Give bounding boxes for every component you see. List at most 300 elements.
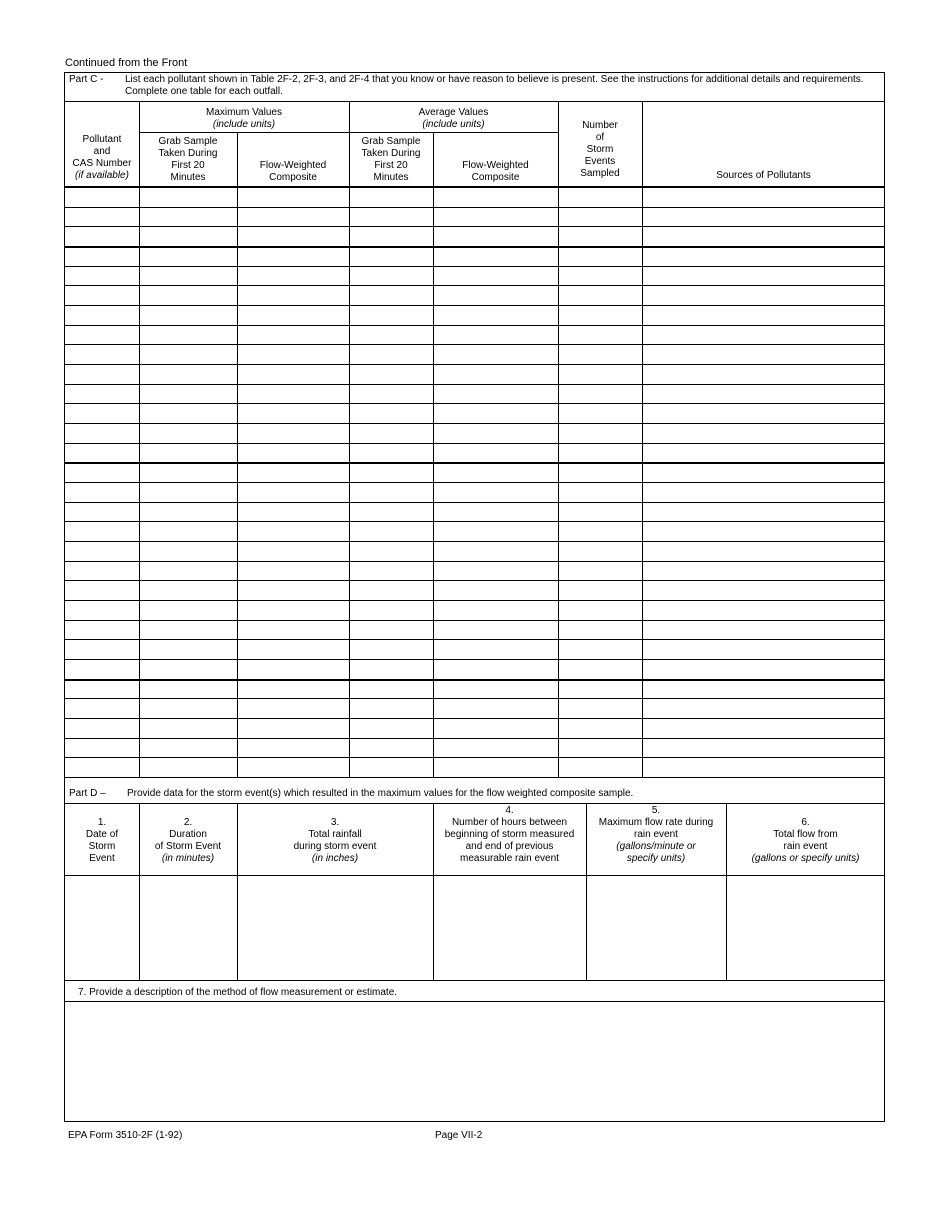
- avg-flow-weighted-cell[interactable]: [434, 580, 558, 600]
- part-d-label: Part D –: [69, 788, 106, 799]
- pollutant-cell[interactable]: [65, 600, 139, 620]
- table-row: [65, 285, 885, 305]
- max-grab-cell[interactable]: [140, 266, 237, 286]
- max-flow-weighted-cell[interactable]: [238, 443, 349, 463]
- max-grab-cell[interactable]: [140, 757, 237, 777]
- avg-flow-weighted-cell[interactable]: [434, 266, 558, 286]
- max-grab-cell[interactable]: [140, 462, 237, 482]
- max-grab-cell[interactable]: [140, 679, 237, 699]
- row-divider: [65, 266, 885, 267]
- max-grab-cell[interactable]: [140, 305, 237, 325]
- row-divider: [65, 600, 885, 601]
- max-grab-cell[interactable]: [140, 403, 237, 423]
- avg-flow-weighted-cell[interactable]: [434, 718, 558, 738]
- pollutant-cell[interactable]: [65, 325, 139, 345]
- avg-grab-cell[interactable]: [350, 364, 433, 384]
- avg-grab-cell[interactable]: [350, 423, 433, 443]
- item7-label: 7. Provide a description of the method of flow measurement or estimate.: [78, 987, 398, 998]
- max-flow-weighted-cell[interactable]: [238, 521, 349, 541]
- pollutant-cell[interactable]: [65, 423, 139, 443]
- pollutant-cell[interactable]: [65, 757, 139, 777]
- row-divider: [65, 207, 885, 208]
- pollutant-cell[interactable]: [65, 541, 139, 561]
- avg-values-header: Average Values (include units): [418, 107, 489, 130]
- avg-flow-weighted-cell[interactable]: [434, 226, 558, 246]
- storm-events-cell[interactable]: [559, 423, 642, 443]
- sources-cell[interactable]: [643, 246, 885, 266]
- form-number: EPA Form 3510-2F (1-92): [68, 1130, 183, 1141]
- max-flow-weighted-cell[interactable]: [238, 364, 349, 384]
- hours-between-field[interactable]: [434, 876, 586, 980]
- storm-duration-field[interactable]: [140, 876, 237, 980]
- row-divider: [65, 285, 885, 286]
- max-flow-weighted-cell[interactable]: [238, 305, 349, 325]
- avg-flow-weighted-cell[interactable]: [434, 364, 558, 384]
- part-d-total-rainfall-header: 3. Total rainfall during storm event (in inches): [293, 817, 377, 864]
- storm-events-cell[interactable]: [559, 305, 642, 325]
- max-grab-cell[interactable]: [140, 541, 237, 561]
- avg-grab-cell[interactable]: [350, 325, 433, 345]
- storm-events-cell[interactable]: [559, 246, 642, 266]
- table-row: [65, 403, 885, 423]
- sources-cell[interactable]: [643, 187, 885, 207]
- table-row: [65, 462, 885, 482]
- storm-events-cell[interactable]: [559, 580, 642, 600]
- table-row: [65, 423, 885, 443]
- table-row: [65, 639, 885, 659]
- max-flow-weighted-cell[interactable]: [238, 325, 349, 345]
- max-flow-weighted-cell[interactable]: [238, 384, 349, 404]
- table-row: [65, 659, 885, 679]
- table-row: [65, 757, 885, 777]
- avg-flow-weighted-cell[interactable]: [434, 698, 558, 718]
- table-row: [65, 305, 885, 325]
- pollutant-cell[interactable]: [65, 305, 139, 325]
- avg-flow-weighted-cell[interactable]: [434, 246, 558, 266]
- storm-events-cell[interactable]: [559, 600, 642, 620]
- max-flow-weighted-cell[interactable]: [238, 482, 349, 502]
- part-c-label: Part C -: [69, 74, 104, 85]
- max-grab-cell[interactable]: [140, 285, 237, 305]
- avg-grab-cell[interactable]: [350, 462, 433, 482]
- avg-grab-cell[interactable]: [350, 187, 433, 207]
- avg-flow-weighted-cell[interactable]: [434, 285, 558, 305]
- storm-events-cell[interactable]: [559, 482, 642, 502]
- storm-events-cell[interactable]: [559, 403, 642, 423]
- pollutant-cell[interactable]: [65, 403, 139, 423]
- table-row: [65, 482, 885, 502]
- sources-cell[interactable]: [643, 541, 885, 561]
- row-divider: [65, 679, 885, 681]
- part-d-total-flow-header: 6. Total flow from rain event (gallons or specify units): [751, 817, 860, 864]
- avg-grab-cell[interactable]: [350, 502, 433, 522]
- storm-events-cell[interactable]: [559, 718, 642, 738]
- max-grab-cell[interactable]: [140, 639, 237, 659]
- avg-flow-weighted-cell[interactable]: [434, 482, 558, 502]
- part-c-instruction: List each pollutant shown in Table 2F-2, 2F-3, and 2F-4 that you know or have reason to believe is present. See the instructions for additional details and requirements. Complete one table for each outfall.: [125, 74, 864, 97]
- avg-grab-cell[interactable]: [350, 639, 433, 659]
- avg-flow-weighted-cell[interactable]: [434, 679, 558, 699]
- storm-events-header: Number of Storm Events Sampled: [580, 120, 620, 179]
- row-divider: [65, 639, 885, 640]
- row-divider: [65, 403, 885, 404]
- sources-cell[interactable]: [643, 423, 885, 443]
- avg-grab-header: Grab Sample Taken During First 20 Minutes: [361, 136, 421, 183]
- row-divider: [65, 659, 885, 660]
- avg-flow-weighted-cell[interactable]: [434, 403, 558, 423]
- sources-cell[interactable]: [643, 285, 885, 305]
- page-number: Page VII-2: [435, 1130, 483, 1141]
- avg-grab-cell[interactable]: [350, 246, 433, 266]
- max-flow-weighted-cell[interactable]: [238, 738, 349, 758]
- pollutant-cell[interactable]: [65, 639, 139, 659]
- storm-events-cell[interactable]: [559, 698, 642, 718]
- avg-flow-weighted-cell[interactable]: [434, 384, 558, 404]
- table-row: [65, 325, 885, 345]
- max-grab-cell[interactable]: [140, 521, 237, 541]
- storm-events-cell[interactable]: [559, 266, 642, 286]
- avg-flow-weighted-cell[interactable]: [434, 639, 558, 659]
- part-c-header-top-line: [65, 101, 885, 102]
- table-row: [65, 364, 885, 384]
- storm-date-field[interactable]: [65, 876, 139, 980]
- max-grab-cell[interactable]: [140, 561, 237, 581]
- sources-cell[interactable]: [643, 639, 885, 659]
- table-row: [65, 384, 885, 404]
- avg-grab-cell[interactable]: [350, 344, 433, 364]
- avg-grab-cell[interactable]: [350, 384, 433, 404]
- row-divider: [65, 325, 885, 326]
- avg-grab-cell[interactable]: [350, 659, 433, 679]
- sources-cell[interactable]: [643, 561, 885, 581]
- avg-flow-weighted-cell[interactable]: [434, 620, 558, 640]
- avg-grab-cell[interactable]: [350, 541, 433, 561]
- pollutant-cell[interactable]: [65, 384, 139, 404]
- row-divider: [65, 718, 885, 719]
- sources-cell[interactable]: [643, 325, 885, 345]
- avg-flow-weighted-cell[interactable]: [434, 541, 558, 561]
- max-flow-weighted-cell[interactable]: [238, 639, 349, 659]
- max-flow-weighted-cell[interactable]: [238, 344, 349, 364]
- row-divider: [65, 305, 885, 306]
- sources-cell[interactable]: [643, 384, 885, 404]
- part-d-duration-header: 2. Duration of Storm Event (in minutes): [154, 817, 222, 864]
- part-d-max-flow-rate-header: 5. Maximum flow rate during rain event (gallons/minute or specify units): [598, 805, 714, 864]
- max-grab-cell[interactable]: [140, 718, 237, 738]
- part-d-instruction: Provide data for the storm event(s) which resulted in the maximum values for the flow weighted composite sample.: [127, 788, 634, 799]
- max-flow-weighted-cell[interactable]: [238, 462, 349, 482]
- max-flow-weighted-cell[interactable]: [238, 679, 349, 699]
- max-grab-cell[interactable]: [140, 600, 237, 620]
- max-grab-cell[interactable]: [140, 384, 237, 404]
- avg-grab-cell[interactable]: [350, 718, 433, 738]
- max-grab-cell[interactable]: [140, 364, 237, 384]
- pollutant-cell[interactable]: [65, 738, 139, 758]
- table-row: [65, 266, 885, 286]
- max-grab-cell[interactable]: [140, 482, 237, 502]
- max-grab-cell[interactable]: [140, 580, 237, 600]
- storm-events-cell[interactable]: [559, 502, 642, 522]
- avg-grab-cell[interactable]: [350, 482, 433, 502]
- avg-flow-weighted-cell[interactable]: [434, 738, 558, 758]
- avg-flow-weighted-cell[interactable]: [434, 443, 558, 463]
- avg-grab-cell[interactable]: [350, 580, 433, 600]
- table-row: [65, 207, 885, 227]
- max-grab-cell[interactable]: [140, 423, 237, 443]
- max-flow-weighted-cell[interactable]: [238, 226, 349, 246]
- table-row: [65, 698, 885, 718]
- sources-cell[interactable]: [643, 364, 885, 384]
- storm-events-cell[interactable]: [559, 443, 642, 463]
- storm-events-cell[interactable]: [559, 325, 642, 345]
- max-flow-weighted-cell[interactable]: [238, 541, 349, 561]
- sources-cell[interactable]: [643, 580, 885, 600]
- max-grab-cell[interactable]: [140, 325, 237, 345]
- sources-cell[interactable]: [643, 521, 885, 541]
- row-divider: [65, 698, 885, 699]
- sources-cell[interactable]: [643, 698, 885, 718]
- row-divider: [65, 364, 885, 365]
- storm-events-cell[interactable]: [559, 541, 642, 561]
- storm-events-cell[interactable]: [559, 285, 642, 305]
- max-grab-cell[interactable]: [140, 738, 237, 758]
- row-divider: [65, 384, 885, 385]
- avg-grab-cell[interactable]: [350, 521, 433, 541]
- row-divider: [65, 620, 885, 621]
- pollutant-cell[interactable]: [65, 698, 139, 718]
- row-divider: [65, 443, 885, 444]
- max-grab-cell[interactable]: [140, 187, 237, 207]
- pollutant-cell[interactable]: [65, 502, 139, 522]
- storm-events-cell[interactable]: [559, 364, 642, 384]
- max-grab-cell[interactable]: [140, 207, 237, 227]
- max-values-header: Maximum Values (include units): [206, 107, 282, 130]
- table-row: [65, 344, 885, 364]
- table-row: [65, 718, 885, 738]
- storm-events-cell[interactable]: [559, 659, 642, 679]
- part-d-date-header: 1. Date of Storm Event: [85, 817, 119, 864]
- pollutant-cell[interactable]: [65, 580, 139, 600]
- pollutant-cell[interactable]: [65, 344, 139, 364]
- pollutant-cell[interactable]: [65, 285, 139, 305]
- storm-events-cell[interactable]: [559, 462, 642, 482]
- pollutant-cell[interactable]: [65, 482, 139, 502]
- max-grab-cell[interactable]: [140, 659, 237, 679]
- row-divider: [65, 502, 885, 503]
- table-row: [65, 187, 885, 207]
- avg-flow-weighted-cell[interactable]: [434, 305, 558, 325]
- storm-events-cell[interactable]: [559, 620, 642, 640]
- storm-events-cell[interactable]: [559, 187, 642, 207]
- row-divider: [65, 482, 885, 483]
- avg-flow-weighted-header: Flow-Weighted Composite: [462, 160, 529, 183]
- pollutant-cell[interactable]: [65, 226, 139, 246]
- max-flow-weighted-cell[interactable]: [238, 698, 349, 718]
- storm-events-cell[interactable]: [559, 384, 642, 404]
- sources-cell[interactable]: [643, 620, 885, 640]
- avg-grab-cell[interactable]: [350, 561, 433, 581]
- storm-events-cell[interactable]: [559, 757, 642, 777]
- sources-cell[interactable]: [643, 679, 885, 699]
- avg-grab-cell[interactable]: [350, 620, 433, 640]
- row-divider: [65, 580, 885, 581]
- max-grab-cell[interactable]: [140, 502, 237, 522]
- flow-measurement-description-field[interactable]: [65, 1002, 885, 1121]
- pollutant-cell[interactable]: [65, 266, 139, 286]
- avg-grab-cell[interactable]: [350, 285, 433, 305]
- avg-flow-weighted-cell[interactable]: [434, 325, 558, 345]
- storm-events-cell[interactable]: [559, 561, 642, 581]
- avg-flow-weighted-cell[interactable]: [434, 502, 558, 522]
- max-flow-weighted-cell[interactable]: [238, 659, 349, 679]
- storm-events-cell[interactable]: [559, 639, 642, 659]
- storm-events-cell[interactable]: [559, 207, 642, 227]
- max-flow-weighted-cell[interactable]: [238, 266, 349, 286]
- row-divider: [65, 561, 885, 562]
- avg-flow-weighted-cell[interactable]: [434, 207, 558, 227]
- avg-grab-cell[interactable]: [350, 600, 433, 620]
- part-d-top-line: [65, 777, 885, 778]
- max-grab-header: Grab Sample Taken During First 20 Minutes: [158, 136, 218, 183]
- row-divider: [65, 462, 885, 464]
- max-flow-weighted-cell[interactable]: [238, 403, 349, 423]
- total-rainfall-field[interactable]: [238, 876, 433, 980]
- max-flow-weighted-cell[interactable]: [238, 561, 349, 581]
- max-flow-weighted-header: Flow-Weighted Composite: [259, 160, 327, 183]
- max-grab-cell[interactable]: [140, 344, 237, 364]
- pollutant-header: Pollutant and CAS Number (if available): [72, 134, 132, 181]
- max-flow-weighted-cell[interactable]: [238, 423, 349, 443]
- avg-grab-cell[interactable]: [350, 226, 433, 246]
- row-divider: [65, 541, 885, 542]
- avg-flow-weighted-cell[interactable]: [434, 659, 558, 679]
- table-row: [65, 226, 885, 246]
- avg-flow-weighted-cell[interactable]: [434, 561, 558, 581]
- sources-cell[interactable]: [643, 226, 885, 246]
- sources-cell[interactable]: [643, 266, 885, 286]
- sources-cell[interactable]: [643, 344, 885, 364]
- max-flow-weighted-cell[interactable]: [238, 285, 349, 305]
- max-grab-cell[interactable]: [140, 620, 237, 640]
- storm-events-cell[interactable]: [559, 521, 642, 541]
- row-divider: [65, 226, 885, 227]
- row-divider: [65, 344, 885, 345]
- pollutant-cell[interactable]: [65, 443, 139, 463]
- pollutant-cell[interactable]: [65, 561, 139, 581]
- sources-cell[interactable]: [643, 207, 885, 227]
- table-row: [65, 502, 885, 522]
- avg-grab-cell[interactable]: [350, 266, 433, 286]
- avg-flow-weighted-cell[interactable]: [434, 423, 558, 443]
- sources-cell[interactable]: [643, 757, 885, 777]
- part-d-header-top-line: [65, 803, 885, 804]
- sources-cell[interactable]: [643, 502, 885, 522]
- avg-grab-cell[interactable]: [350, 403, 433, 423]
- storm-events-cell[interactable]: [559, 226, 642, 246]
- part-d-hours-between-header: 4. Number of hours between beginning of storm measured and end of previous measurable rain event: [444, 805, 575, 864]
- max-grab-cell[interactable]: [140, 246, 237, 266]
- row-divider: [65, 738, 885, 739]
- sources-cell[interactable]: [643, 403, 885, 423]
- pollutant-cell[interactable]: [65, 659, 139, 679]
- max-flow-weighted-cell[interactable]: [238, 246, 349, 266]
- pollutant-cell[interactable]: [65, 462, 139, 482]
- table-row: [65, 600, 885, 620]
- max-flow-weighted-cell[interactable]: [238, 620, 349, 640]
- pollutant-cell[interactable]: [65, 521, 139, 541]
- avg-grab-cell[interactable]: [350, 738, 433, 758]
- max-flow-weighted-cell[interactable]: [238, 600, 349, 620]
- sources-cell[interactable]: [643, 718, 885, 738]
- avg-flow-weighted-cell[interactable]: [434, 344, 558, 364]
- avg-grab-cell[interactable]: [350, 207, 433, 227]
- total-flow-field[interactable]: [727, 876, 885, 980]
- pollutant-cell[interactable]: [65, 620, 139, 640]
- sources-cell[interactable]: [643, 305, 885, 325]
- avg-grab-cell[interactable]: [350, 305, 433, 325]
- pollutant-cell[interactable]: [65, 187, 139, 207]
- table-row: [65, 561, 885, 581]
- max-flow-weighted-cell[interactable]: [238, 757, 349, 777]
- continued-note: Continued from the Front: [65, 57, 188, 69]
- table-row: [65, 443, 885, 463]
- storm-events-cell[interactable]: [559, 738, 642, 758]
- sources-cell[interactable]: [643, 600, 885, 620]
- table-row: [65, 738, 885, 758]
- table-row: [65, 521, 885, 541]
- sources-cell[interactable]: [643, 659, 885, 679]
- max-flow-weighted-cell[interactable]: [238, 502, 349, 522]
- avg-flow-weighted-cell[interactable]: [434, 757, 558, 777]
- storm-events-cell[interactable]: [559, 344, 642, 364]
- avg-flow-weighted-cell[interactable]: [434, 187, 558, 207]
- row-divider: [65, 423, 885, 424]
- part-d-bottom-line: [65, 980, 885, 981]
- pollutant-cell[interactable]: [65, 207, 139, 227]
- table-row: [65, 580, 885, 600]
- avg-flow-weighted-cell[interactable]: [434, 600, 558, 620]
- max-flow-weighted-cell[interactable]: [238, 580, 349, 600]
- sources-cell[interactable]: [643, 738, 885, 758]
- sources-header: Sources of Pollutants: [716, 170, 811, 181]
- avg-grab-cell[interactable]: [350, 679, 433, 699]
- sources-cell[interactable]: [643, 443, 885, 463]
- storm-events-cell[interactable]: [559, 679, 642, 699]
- max-flow-weighted-cell[interactable]: [238, 718, 349, 738]
- max-flow-rate-field[interactable]: [587, 876, 726, 980]
- row-divider: [65, 757, 885, 758]
- pollutant-cell[interactable]: [65, 679, 139, 699]
- max-flow-weighted-cell[interactable]: [238, 187, 349, 207]
- avg-grab-cell[interactable]: [350, 757, 433, 777]
- avg-flow-weighted-cell[interactable]: [434, 521, 558, 541]
- pollutant-cell[interactable]: [65, 364, 139, 384]
- max-grab-cell[interactable]: [140, 443, 237, 463]
- max-grab-cell[interactable]: [140, 226, 237, 246]
- pollutant-cell[interactable]: [65, 718, 139, 738]
- avg-grab-cell[interactable]: [350, 443, 433, 463]
- table-row: [65, 620, 885, 640]
- sources-cell[interactable]: [643, 482, 885, 502]
- row-divider: [65, 521, 885, 522]
- sources-cell[interactable]: [643, 462, 885, 482]
- pollutant-cell[interactable]: [65, 246, 139, 266]
- max-grab-cell[interactable]: [140, 698, 237, 718]
- avg-grab-cell[interactable]: [350, 698, 433, 718]
- max-flow-weighted-cell[interactable]: [238, 207, 349, 227]
- row-divider: [65, 246, 885, 248]
- avg-flow-weighted-cell[interactable]: [434, 462, 558, 482]
